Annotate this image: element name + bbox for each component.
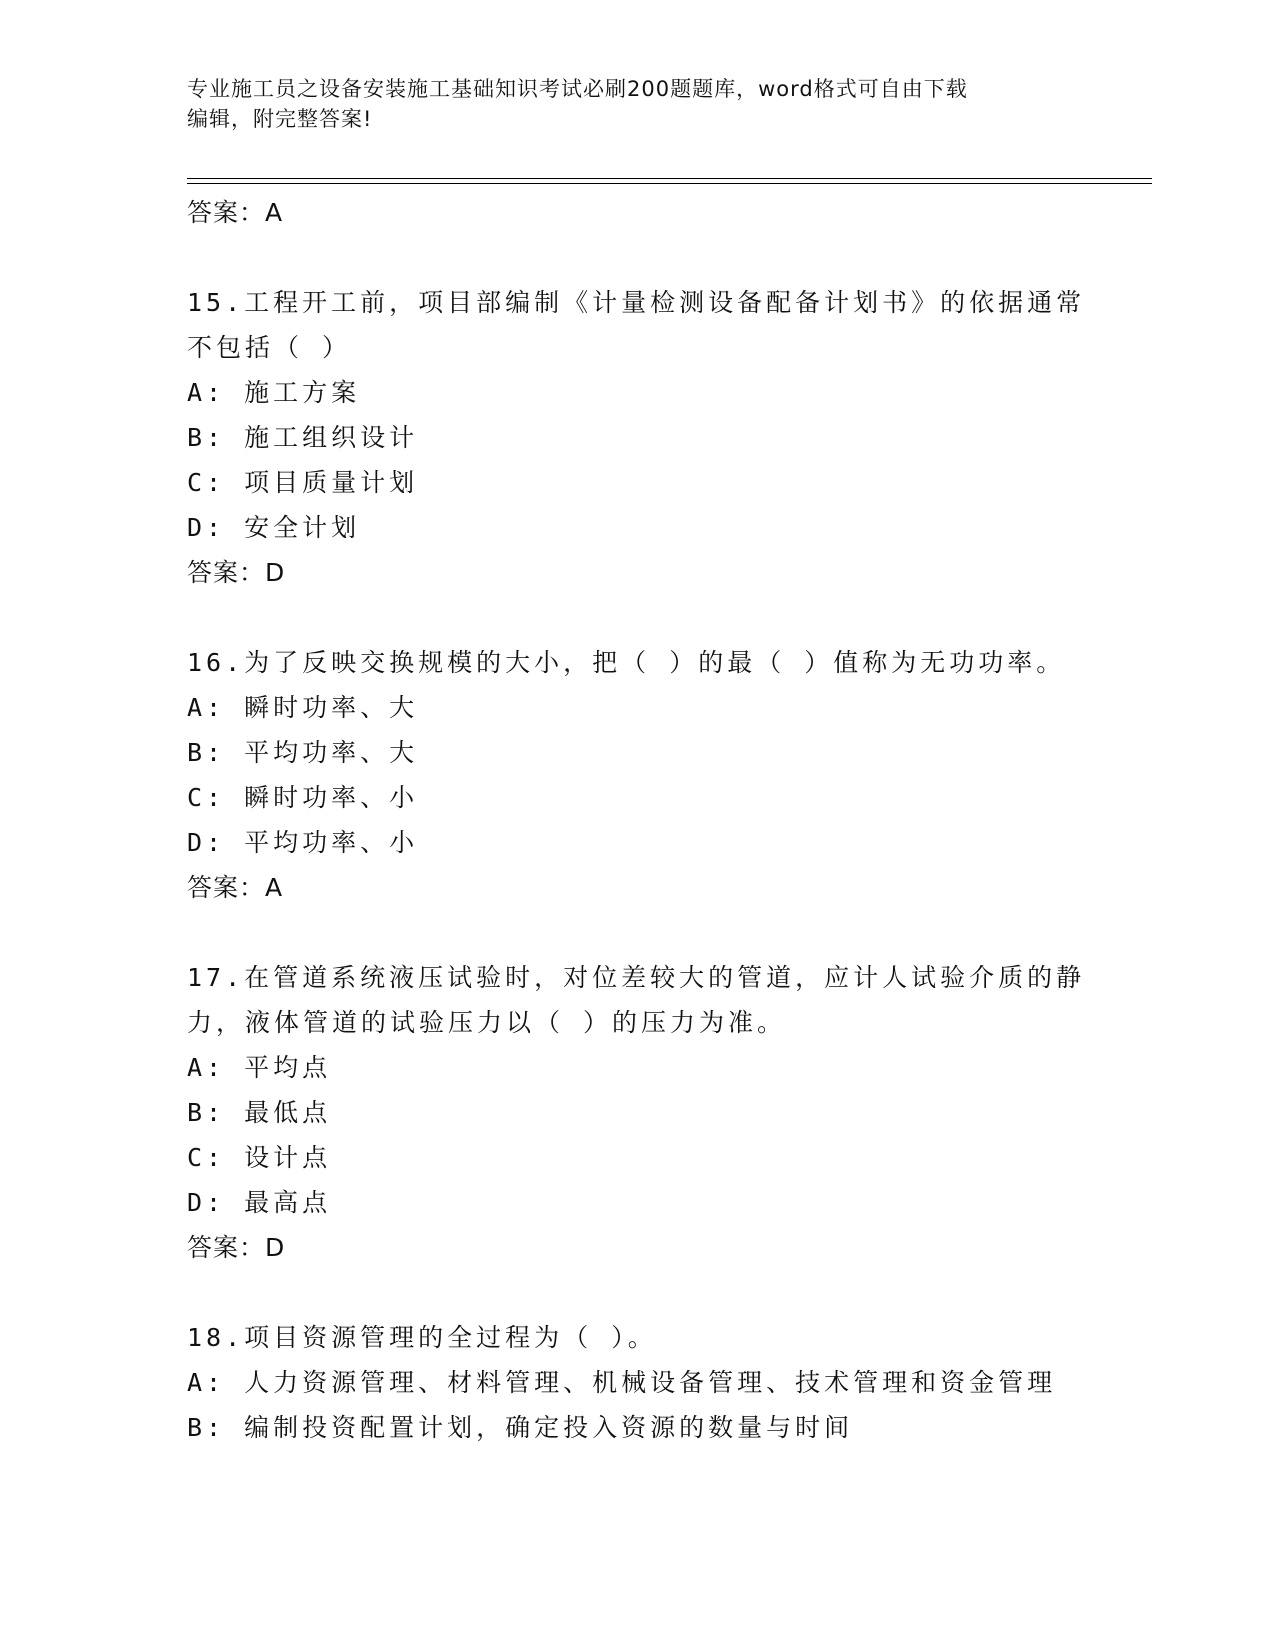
question-stem-line: 15.工程开工前，项目部编制《计量检测设备配备计划书》的依据通常 bbox=[187, 288, 1086, 317]
answer-line: 答案：A bbox=[187, 873, 284, 902]
option-a: A: 人力资源管理、材料管理、机械设备管理、技术管理和资金管理 bbox=[187, 1368, 1057, 1397]
answer-line: 答案：D bbox=[187, 1233, 286, 1262]
option-b: B: 平均功率、大 bbox=[187, 738, 419, 767]
question-block-18 bbox=[187, 1315, 1087, 1450]
option-c: C: 设计点 bbox=[187, 1143, 332, 1172]
option-d: D: 平均功率、小 bbox=[187, 828, 419, 857]
question-stem-line: 16.为了反映交换规模的大小，把（ ）的最（ ）值称为无功功率。 bbox=[187, 648, 1066, 677]
option-a: A: 瞬时功率、大 bbox=[187, 693, 419, 722]
option-c: C: 瞬时功率、小 bbox=[187, 783, 419, 812]
option-b: B: 施工组织设计 bbox=[187, 423, 419, 452]
option-a: A: 施工方案 bbox=[187, 378, 361, 407]
header-line-2: 编辑，附完整答案! bbox=[187, 107, 373, 131]
header-divider-top bbox=[187, 178, 1152, 179]
question-block-16 bbox=[187, 640, 1087, 910]
question-block-17 bbox=[187, 955, 1087, 1270]
header-divider-bottom bbox=[187, 183, 1152, 184]
option-a: A: 平均点 bbox=[187, 1053, 332, 1082]
question-stem-line: 17.在管道系统液压试验时，对位差较大的管道，应计人试验介质的静 bbox=[187, 963, 1086, 992]
question-list bbox=[187, 190, 1087, 1450]
option-b: B: 编制投资配置计划，确定投入资源的数量与时间 bbox=[187, 1413, 854, 1442]
question-stem-line: 18.项目资源管理的全过程为（ ）。 bbox=[187, 1323, 657, 1352]
option-b: B: 最低点 bbox=[187, 1098, 332, 1127]
option-d: D: 最高点 bbox=[187, 1188, 332, 1217]
spacer bbox=[187, 910, 1087, 955]
header-line-1: 专业施工员之设备安装施工基础知识考试必刷200题题库，word格式可自由下载 bbox=[187, 77, 968, 101]
question-block-15 bbox=[187, 280, 1087, 595]
question-stem-line: 不包括（ ） bbox=[187, 333, 352, 362]
spacer bbox=[187, 595, 1087, 640]
answer-line: 答案：D bbox=[187, 558, 286, 587]
spacer bbox=[187, 1270, 1087, 1315]
question-stem-line: 力，液体管道的试验压力以（ ）的压力为准。 bbox=[187, 1008, 787, 1037]
spacer bbox=[187, 235, 1087, 280]
previous-answer: 答案：A bbox=[187, 198, 284, 227]
document-header bbox=[187, 74, 1067, 134]
option-d: D: 安全计划 bbox=[187, 513, 361, 542]
option-c: C: 项目质量计划 bbox=[187, 468, 419, 497]
